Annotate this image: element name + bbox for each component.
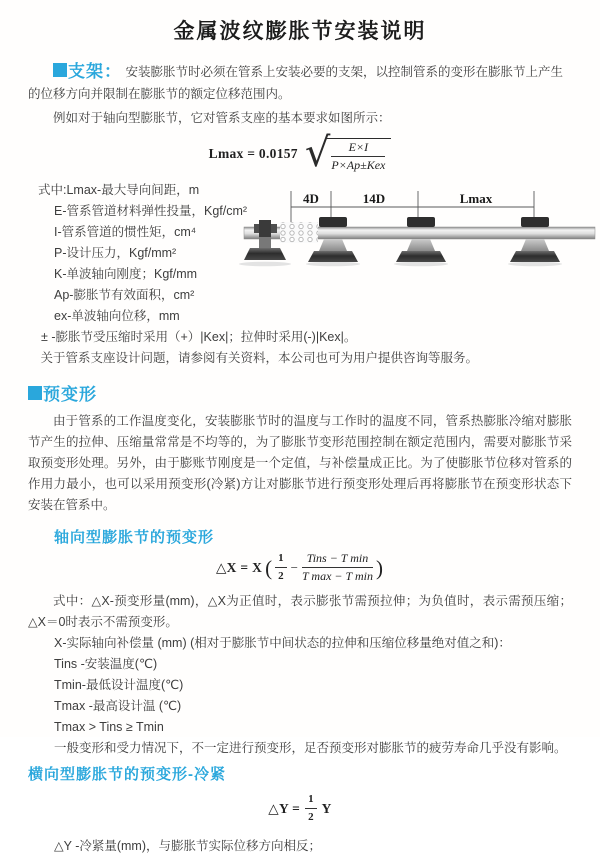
lmax-fraction-denominator: P×Ap±Kex	[331, 158, 386, 172]
definition-item: ex-单波轴向位移，mm	[54, 309, 180, 323]
half-numerator: 1	[275, 552, 287, 568]
half-denominator: 2	[308, 811, 314, 823]
page-content	[0, 61, 600, 857]
lateral-subheading: 横向型膨胀节的预变形-冷紧	[28, 766, 226, 783]
dimension-label-4d: 4D	[303, 191, 319, 206]
temp-fraction-denominator: T max − T min	[301, 569, 373, 583]
section-square-icon	[28, 386, 42, 400]
predeform-section-heading: 预变形	[43, 385, 97, 404]
support-intro-text: 安装膨胀节时必须在管系上安装必要的支架，以控制管系的变形在膨胀节上产生的位移方向并限制在膨胀节的额定位移范围内。	[28, 65, 563, 101]
page-title: 金属波纹膨胀节安装说明	[173, 20, 427, 43]
definition-item: Ap-膨胀节有效面积，cm²	[54, 288, 195, 302]
dimension-label-14d: 14D	[362, 191, 386, 206]
definition-item: ± -膨胀节受压缩时采用（+）|Kex|；拉伸时采用(-)|Kex|。	[41, 330, 357, 344]
lateral-formula-rhs: Y	[321, 801, 332, 816]
axial-formula	[28, 552, 572, 583]
definition-item: P-设计压力，Kgf/mm²	[54, 246, 177, 260]
definition-item: E-管系管道材料弹性投量，Kgf/cm²	[54, 204, 248, 218]
definition-item: 式中:Lmax-最大导向间距，m	[38, 183, 200, 197]
radicand	[325, 138, 391, 172]
definition-item: K-单波轴向刚度；Kgf/mm	[54, 267, 198, 281]
lmax-formula-lhs: Lmax = 0.0157	[208, 146, 298, 161]
axial-formula-lhs: △X = X	[216, 560, 263, 575]
minus-operator: −	[290, 560, 298, 575]
predeform-paragraph: 由于管系的工作温度变化，安装膨胀节时的温度与工作时的温度不同，管系热膨胀冷缩对膨胀节产生的拉伸、压缩量常常是不均等的，为了膨胀节变形范围控制在额定范围内，需要对膨胀节采取预变形处理。另外，由于膨账节刚度是一个定值，与补偿量成正比。为了使膨胀节位移对管系的作用力最小，也可以采用预变形(冷紧)方让对膨胀节进行预变形处理后再将膨胀节在预变形状态下安装在管系中。	[28, 414, 572, 512]
axial-line: X-实际轴向补偿量 (mm) (相对于膨胀节中间状态的拉伸和压缩位移量绝对值之和)：	[54, 636, 511, 650]
lateral-formula-lhs: △Y =	[268, 801, 301, 816]
half-denominator: 2	[278, 570, 284, 582]
half-fraction	[275, 552, 287, 583]
close-paren: )	[375, 555, 383, 580]
definition-item: I-管系管道的惯性矩，cm⁴	[54, 225, 197, 239]
sqrt-radical	[304, 130, 392, 176]
lateral-note: △Y -冷紧量(mm)，与膨胀节实际位移方向相反；	[54, 839, 322, 853]
support-section-intro	[28, 61, 572, 105]
axial-line: Tmax -最高设计温 (℃)	[54, 699, 182, 713]
bellows	[280, 222, 318, 243]
temp-fraction-numerator: Tins − T min	[302, 552, 373, 568]
dimension-label-lmax: Lmax	[459, 191, 493, 206]
axial-where-paragraph: 式中：△X-预变形量(mm)，△X为正值时，表示膨张节需预拉伸；为负值时，表示需预压缩；△X＝0时表示不需预变形。	[28, 594, 572, 629]
support-section-heading: 支架：	[68, 62, 122, 81]
axial-line: 一般变形和受力情况下，不一定进行预变形，足否预变形对膨胀节的疲劳寿命几乎没有影响。	[54, 741, 567, 755]
predeform-section-heading-row	[28, 384, 572, 406]
radical-sign-icon: √	[304, 130, 331, 176]
guide-support	[396, 217, 446, 262]
guide-support	[510, 217, 560, 262]
axial-line: Tmin-最低设计温度(℃)	[54, 678, 184, 692]
anchor-support	[244, 220, 286, 260]
half-fraction	[305, 793, 317, 824]
support-example-line: 例如对于轴向型膨胀节，它对管系支座的基本要求如图所示：	[53, 111, 391, 125]
axial-line: Tmax > Tins ≥ Tmin	[54, 720, 164, 734]
support-note: 关于管系支座设计问题，请参阅有关资料，本公司也可为用户提供咨询等服务。	[40, 351, 479, 365]
half-numerator: 1	[305, 793, 317, 809]
lmax-fraction-numerator: E×I	[331, 141, 385, 157]
axial-line: Tins -安装温度(℃)	[54, 657, 158, 671]
support-shadows	[239, 262, 562, 267]
lmax-formula	[28, 130, 572, 176]
temperature-fraction	[302, 552, 373, 583]
pipe-support-diagram	[243, 191, 600, 288]
lmax-fraction	[331, 141, 385, 172]
open-paren: (	[265, 555, 273, 580]
axial-subheading: 轴向型膨胀节的预变形	[54, 529, 215, 546]
lateral-formula	[28, 793, 572, 824]
section-square-icon	[53, 63, 67, 77]
